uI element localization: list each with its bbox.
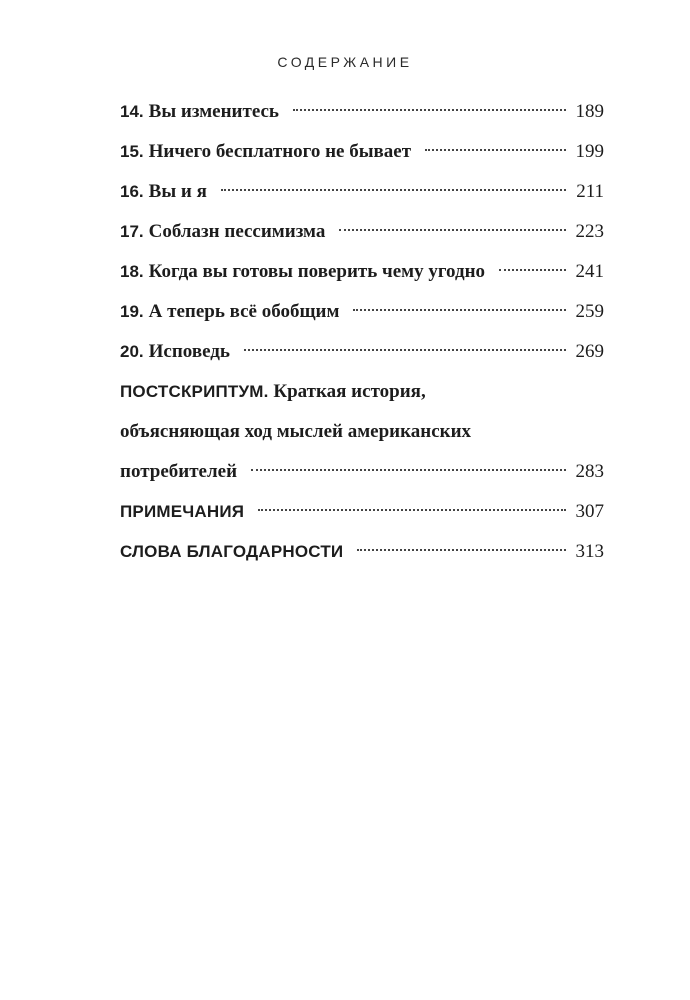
chapter-title: Когда вы готовы поверить чему угодно <box>148 261 486 282</box>
postscript-line-1 <box>120 372 604 412</box>
dot-leader <box>221 189 566 191</box>
dot-leader <box>339 229 565 231</box>
dot-leader <box>244 349 566 351</box>
postscript-line-3 <box>120 452 604 492</box>
postscript-line-2 <box>120 412 604 452</box>
chapter-title: Соблазн пессимизма <box>148 221 326 242</box>
toc-entry-18[interactable] <box>120 252 604 292</box>
toc-entry-17[interactable] <box>120 212 604 252</box>
chapter-title: Вы и я <box>148 181 207 202</box>
toc-entry-notes[interactable] <box>120 492 604 532</box>
postscript-subtitle-end: потребителей <box>120 461 238 482</box>
toc-entry-16[interactable] <box>120 172 604 212</box>
chapter-title: Вы изменитесь <box>148 101 279 122</box>
chapter-number: 20. <box>120 342 144 361</box>
postscript-subtitle-continued: объясняющая ход мыслей американских <box>120 421 472 442</box>
postscript-subtitle: Краткая история, <box>273 381 426 402</box>
page-number: 199 <box>575 141 604 162</box>
chapter-number: 18. <box>120 262 144 281</box>
dot-leader <box>251 469 565 471</box>
chapter-number: 19. <box>120 302 144 321</box>
dot-leader <box>425 149 565 151</box>
dot-leader <box>258 509 565 511</box>
page-number: 259 <box>575 301 604 322</box>
chapter-number: 14. <box>120 102 144 121</box>
toc-entry-19[interactable] <box>120 292 604 332</box>
notes-title: ПРИМЕЧАНИЯ <box>120 502 245 521</box>
table-of-contents <box>120 92 604 572</box>
page-number: 189 <box>575 101 604 122</box>
acknowledgments-title: СЛОВА БЛАГОДАРНОСТИ <box>120 542 344 561</box>
running-head: СОДЕРЖАНИЕ <box>277 54 413 70</box>
dot-leader <box>293 109 566 111</box>
chapter-number: 16. <box>120 182 144 201</box>
page-number: 269 <box>575 341 604 362</box>
chapter-number: 15. <box>120 142 144 161</box>
toc-entry-20[interactable] <box>120 332 604 372</box>
dot-leader <box>357 549 565 551</box>
chapter-title: Ничего бесплатного не бывает <box>148 141 412 162</box>
chapter-number: 17. <box>120 222 144 241</box>
postscript-label: ПОСТСКРИПТУМ. <box>120 382 269 401</box>
page-number: 283 <box>575 461 604 482</box>
chapter-title: Исповедь <box>148 341 230 362</box>
toc-entry-acknowledgments[interactable] <box>120 532 604 572</box>
dot-leader <box>353 309 565 311</box>
dot-leader <box>499 269 565 271</box>
page-number: 313 <box>575 541 604 562</box>
chapter-title: А теперь всё обобщим <box>148 301 340 322</box>
toc-entry-postscript[interactable] <box>120 372 604 492</box>
page-number: 211 <box>576 181 604 202</box>
toc-entry-14[interactable] <box>120 92 604 132</box>
page-number: 223 <box>575 221 604 242</box>
toc-entry-15[interactable] <box>120 132 604 172</box>
page-number: 241 <box>575 261 604 282</box>
page-number: 307 <box>575 501 604 522</box>
